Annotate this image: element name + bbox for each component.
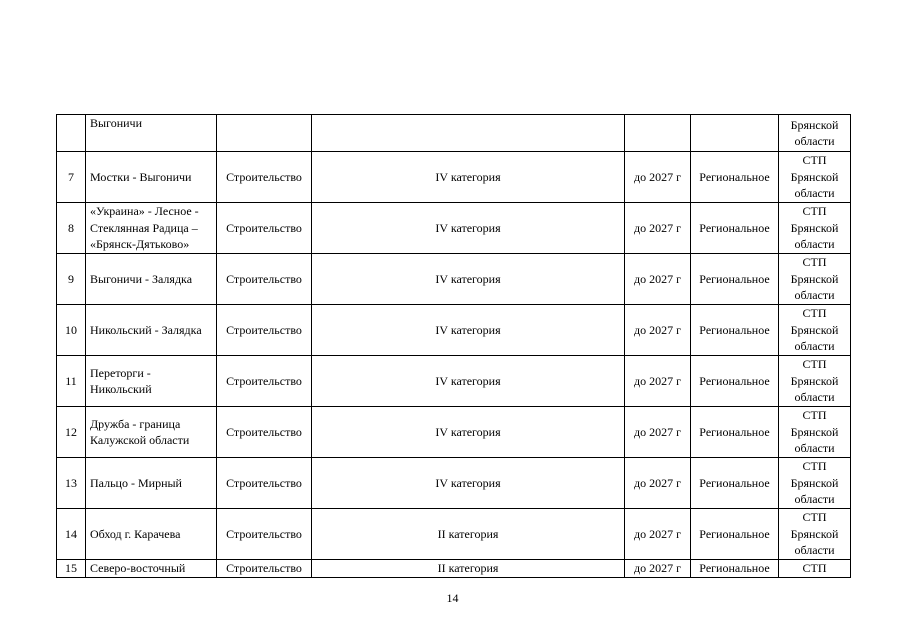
work-type-cell: Строительство [217, 407, 312, 458]
document-line: СТП [802, 408, 827, 423]
document-cell [779, 458, 851, 509]
document-line: СТП [802, 306, 827, 321]
road-name-cell: Обход г. Карачева [86, 509, 217, 560]
work-type-cell: Строительство [217, 254, 312, 305]
significance-cell: Региональное [691, 152, 779, 203]
document-line: области [794, 134, 835, 148]
document-cell [779, 560, 851, 578]
document-cell [779, 115, 851, 152]
row-number-cell: 14 [57, 509, 86, 560]
category-cell: II категория [312, 560, 625, 578]
document-line: области [794, 288, 835, 303]
category-cell: IV категория [312, 254, 625, 305]
document-cell [779, 509, 851, 560]
road-name-cell: Переторги - Никольский [86, 356, 217, 407]
category-cell: IV категория [312, 152, 625, 203]
page-number: 14 [446, 591, 459, 605]
document-cell [779, 254, 851, 305]
significance-cell: Региональное [691, 458, 779, 509]
document-line: СТП [802, 153, 827, 168]
significance-cell: Региональное [691, 560, 779, 578]
table-row [57, 254, 851, 305]
deadline-cell: до 2027 г [625, 509, 691, 560]
road-name-cell: «Украина» - Лесное - Стеклянная Радица – «Брянск-Дятьково» [86, 203, 217, 254]
significance-cell: Региональное [691, 407, 779, 458]
deadline-cell: до 2027 г [625, 203, 691, 254]
row-number-cell: 7 [57, 152, 86, 203]
row-number-cell [57, 115, 86, 152]
document-cell [779, 305, 851, 356]
category-cell: IV категория [312, 203, 625, 254]
significance-cell: Региональное [691, 356, 779, 407]
document-line: СТП [802, 204, 827, 219]
document-line: СТП [802, 510, 827, 525]
significance-cell: Региональное [691, 203, 779, 254]
row-number-cell: 10 [57, 305, 86, 356]
deadline-cell: до 2027 г [625, 152, 691, 203]
category-cell: II категория [312, 509, 625, 560]
table-row [57, 407, 851, 458]
document-line: Брянской [790, 526, 839, 541]
road-name-cell: Пальцо - Мирный [86, 458, 217, 509]
work-type-cell [217, 115, 312, 152]
significance-cell [691, 115, 779, 152]
table-body [57, 115, 851, 578]
road-name-cell: Выгоничи - Залядка [86, 254, 217, 305]
document-line: Брянской [790, 169, 839, 184]
table-row [57, 305, 851, 356]
work-type-cell: Строительство [217, 152, 312, 203]
table-row [57, 203, 851, 254]
work-type-cell: Строительство [217, 305, 312, 356]
deadline-cell: до 2027 г [625, 407, 691, 458]
document-line: Брянской [790, 220, 839, 235]
document-line: области [794, 186, 835, 201]
document-line: СТП [802, 459, 827, 474]
row-number-cell: 12 [57, 407, 86, 458]
document-line: области [794, 390, 835, 405]
row-number-cell: 9 [57, 254, 86, 305]
row-number-cell: 15 [57, 560, 86, 578]
road-name-cell: Мостки - Выгоничи [86, 152, 217, 203]
work-type-cell: Строительство [217, 203, 312, 254]
work-type-cell: Строительство [217, 560, 312, 578]
work-type-cell: Строительство [217, 356, 312, 407]
document-line: Брянской [790, 271, 839, 286]
document-line: области [794, 339, 835, 354]
document-cell [779, 356, 851, 407]
category-cell: IV категория [312, 407, 625, 458]
document-line: Брянской [790, 117, 839, 132]
road-construction-table [56, 114, 851, 578]
document-line: Брянской [790, 322, 839, 337]
document-line: Брянской [790, 373, 839, 388]
deadline-cell: до 2027 г [625, 356, 691, 407]
road-name-cell: Никольский - Залядка [86, 305, 217, 356]
road-name-cell: Дружба - граница Калужской области [86, 407, 217, 458]
table-row [57, 115, 851, 152]
category-cell: IV категория [312, 305, 625, 356]
document-cell [779, 203, 851, 254]
table-row [57, 152, 851, 203]
row-number-cell: 13 [57, 458, 86, 509]
deadline-cell: до 2027 г [625, 560, 691, 578]
table-row [57, 458, 851, 509]
row-number-cell: 8 [57, 203, 86, 254]
table-row [57, 560, 851, 578]
deadline-cell: до 2027 г [625, 305, 691, 356]
document-line: СТП [802, 255, 827, 270]
road-name-cell: Северо-восточный [86, 560, 217, 578]
work-type-cell: Строительство [217, 458, 312, 509]
document-cell [779, 407, 851, 458]
document-line: СТП [802, 561, 827, 576]
category-cell [312, 115, 625, 152]
significance-cell: Региональное [691, 254, 779, 305]
category-cell: IV категория [312, 458, 625, 509]
significance-cell: Региональное [691, 305, 779, 356]
document-cell [779, 152, 851, 203]
deadline-cell [625, 115, 691, 152]
document-line: области [794, 441, 835, 456]
document-line: области [794, 492, 835, 507]
document-line: Брянской [790, 424, 839, 439]
deadline-cell: до 2027 г [625, 254, 691, 305]
road-name-cell: Выгоничи [86, 115, 217, 152]
deadline-cell: до 2027 г [625, 458, 691, 509]
document-line: области [794, 543, 835, 558]
table-row [57, 356, 851, 407]
category-cell: IV категория [312, 356, 625, 407]
document-line: СТП [802, 357, 827, 372]
document-line: Брянской [790, 475, 839, 490]
row-number-cell: 11 [57, 356, 86, 407]
significance-cell: Региональное [691, 509, 779, 560]
work-type-cell: Строительство [217, 509, 312, 560]
table-row [57, 509, 851, 560]
document-line: области [794, 237, 835, 252]
